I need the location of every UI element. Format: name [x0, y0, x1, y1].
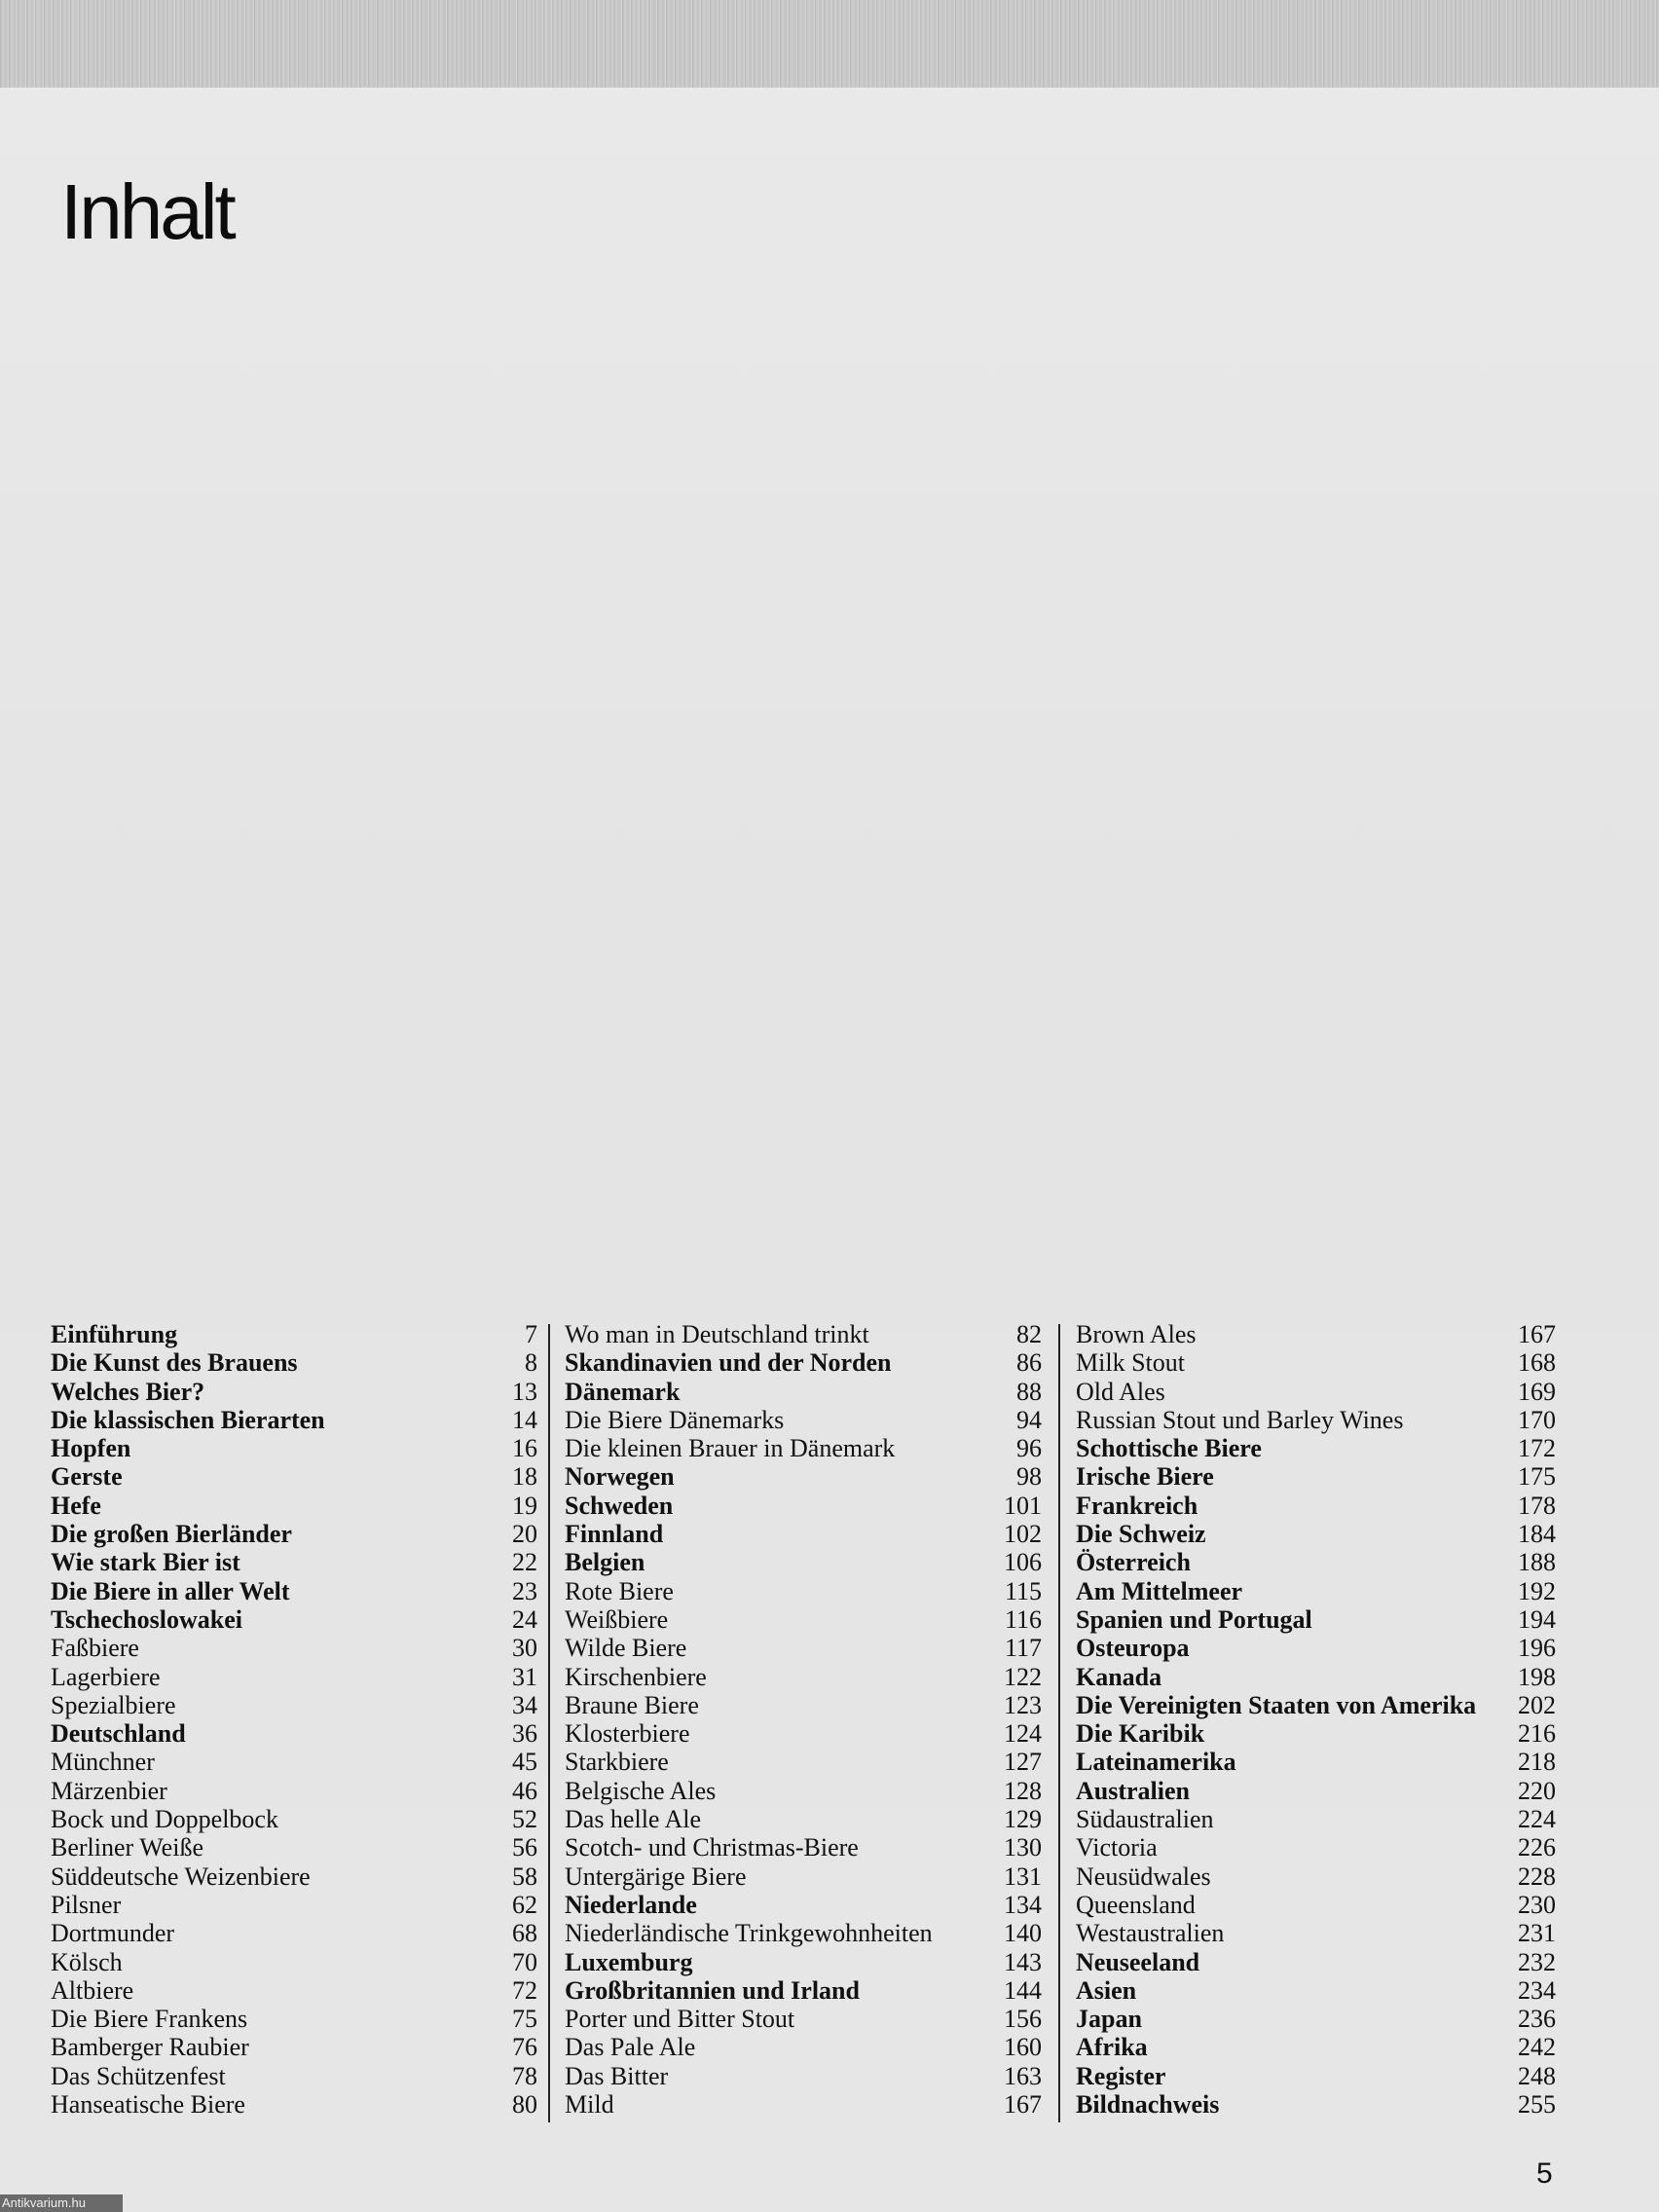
toc-entry [565, 1577, 1042, 1605]
toc-entry-title: Hopfen [51, 1434, 131, 1463]
toc-entry-title: Gerste [51, 1462, 123, 1492]
toc-entry [565, 1634, 1042, 1662]
toc-entry [1076, 1948, 1556, 1976]
toc-entry [1076, 1577, 1556, 1605]
toc-entry-title: Dortmunder [51, 1919, 175, 1948]
toc-entry-page: 20 [512, 1520, 537, 1549]
toc-entry [51, 1948, 537, 1976]
toc-entry-title: Asien [1076, 1975, 1137, 2005]
toc-entry-title: Einführung [51, 1320, 178, 1348]
toc-entry-title: Die großen Bierländer [51, 1520, 292, 1549]
toc-entry-title: Wilde Biere [565, 1634, 687, 1663]
toc-entry [51, 1577, 537, 1605]
toc-entry-title: Afrika [1076, 2033, 1148, 2062]
toc-entry [565, 1605, 1042, 1634]
toc-entry [565, 1378, 1042, 1406]
toc-entry-title: Kanada [1076, 1662, 1162, 1691]
toc-entry [51, 1434, 537, 1462]
toc-entry [565, 1948, 1042, 1976]
toc-entry-title: Starkbiere [565, 1748, 669, 1777]
toc-column-3 [1076, 1320, 1556, 2119]
toc-entry-title: Südaustralien [1076, 1805, 1214, 1834]
toc-entry-page: 202 [1518, 1690, 1556, 1719]
toc-entry [1076, 1492, 1556, 1520]
toc-entry-page: 172 [1518, 1434, 1556, 1463]
toc-entry-title: Brown Ales [1076, 1320, 1197, 1348]
toc-entry-page: 62 [512, 1890, 537, 1919]
toc-entry-page: 184 [1518, 1520, 1556, 1549]
toc-entry-title: Queensland [1076, 1890, 1196, 1919]
toc-entry-page: 224 [1518, 1805, 1556, 1834]
toc-entry-page: 88 [1016, 1377, 1042, 1406]
toc-entry [1076, 1891, 1556, 1919]
toc-entry [565, 1320, 1042, 1348]
toc-entry-title: Neusüdwales [1076, 1862, 1211, 1891]
toc-entry-page: 14 [512, 1405, 537, 1434]
toc-entry-title: Das Pale Ale [565, 2033, 696, 2062]
toc-entry [1076, 1434, 1556, 1462]
toc-entry-title: Norwegen [565, 1462, 675, 1492]
toc-entry-title: Rote Biere [565, 1576, 674, 1605]
toc-entry-page: 216 [1518, 1719, 1556, 1749]
toc-entry-title: Osteuropa [1076, 1634, 1190, 1663]
toc-entry-page: 24 [512, 1604, 537, 1634]
toc-entry [51, 1976, 537, 2005]
toc-entry [565, 1406, 1042, 1434]
toc-entry-page: 230 [1518, 1890, 1556, 1919]
toc-entry-page: 31 [512, 1662, 537, 1691]
toc-entry-page: 30 [512, 1634, 537, 1663]
toc-entry-title: Pilsner [51, 1890, 122, 1919]
toc-entry [1076, 1605, 1556, 1634]
toc-entry-page: 46 [512, 1776, 537, 1805]
toc-entry [565, 1348, 1042, 1377]
toc-entry-page: 123 [1004, 1690, 1042, 1719]
toc-entry [51, 1548, 537, 1576]
toc-entry-page: 169 [1518, 1377, 1556, 1406]
toc-entry [1076, 1462, 1556, 1491]
column-divider [548, 1324, 550, 2122]
toc-entry-title: Westaustralien [1076, 1919, 1225, 1948]
toc-entry [1076, 1378, 1556, 1406]
toc-entry [1076, 1548, 1556, 1576]
toc-entry [1076, 1862, 1556, 1891]
toc-entry-title: Dänemark [565, 1377, 681, 1406]
toc-entry-title: Niederländische Trinkgewohnheiten [565, 1919, 933, 1948]
toc-entry [565, 1548, 1042, 1576]
toc-entry-title: Kölsch [51, 1947, 123, 1976]
toc-entry-page: 130 [1004, 1833, 1042, 1862]
toc-entry-page: 167 [1518, 1320, 1556, 1348]
toc-entry-title: Märzenbier [51, 1776, 167, 1805]
page-title: Inhalt [60, 168, 234, 255]
toc-entry-title: Die Vereinigten Staaten von Amerika [1076, 1690, 1477, 1719]
toc-entry-title: Register [1076, 2061, 1166, 2090]
toc-entry [51, 1777, 537, 1805]
toc-entry-title: Milk Stout [1076, 1348, 1185, 1378]
toc-entry-title: Australien [1076, 1776, 1190, 1805]
toc-entry-page: 236 [1518, 2005, 1556, 2034]
toc-entry [51, 1862, 537, 1891]
toc-entry-page: 45 [512, 1748, 537, 1777]
toc-entry [51, 1605, 537, 1634]
toc-entry [51, 1663, 537, 1691]
toc-entry-page: 188 [1518, 1548, 1556, 1577]
toc-entry-title: Bamberger Raubier [51, 2033, 249, 2062]
toc-entry-title: Weißbiere [565, 1604, 669, 1634]
toc-entry-title: Das Schützenfest [51, 2061, 226, 2090]
toc-entry-page: 234 [1518, 1975, 1556, 2005]
toc-entry-title: Lagerbiere [51, 1662, 161, 1691]
toc-entry-title: Großbritannien und Irland [565, 1975, 860, 2005]
toc-entry [1076, 1805, 1556, 1833]
toc-entry-page: 218 [1518, 1748, 1556, 1777]
toc-entry [565, 1462, 1042, 1491]
toc-entry-title: Die Karibik [1076, 1719, 1205, 1749]
toc-entry-title: Wo man in Deutschland trinkt [565, 1320, 869, 1348]
toc-entry-title: Schweden [565, 1491, 674, 1520]
toc-entry [565, 1976, 1042, 2005]
toc-entry-page: 70 [512, 1947, 537, 1976]
toc-column-1 [51, 1320, 537, 2119]
toc-entry-title: Süddeutsche Weizenbiere [51, 1862, 311, 1891]
toc-entry-page: 13 [512, 1377, 537, 1406]
toc-entry-page: 19 [512, 1491, 537, 1520]
background-surface [0, 0, 1659, 93]
toc-entry [565, 1748, 1042, 1776]
toc-entry-title: Die Kunst des Brauens [51, 1348, 298, 1378]
toc-entry-page: 16 [512, 1434, 537, 1463]
toc-entry [51, 1691, 537, 1719]
toc-entry-page: 8 [525, 1348, 537, 1378]
toc-entry-page: 170 [1518, 1405, 1556, 1434]
toc-entry [51, 1891, 537, 1919]
toc-entry-page: 129 [1004, 1805, 1042, 1834]
toc-entry-page: 242 [1518, 2033, 1556, 2062]
toc-entry [565, 2090, 1042, 2119]
toc-entry-page: 94 [1016, 1405, 1042, 1434]
toc-entry-title: Die klassischen Bierarten [51, 1405, 325, 1434]
toc-entry-page: 7 [525, 1320, 537, 1348]
toc-entry-page: 86 [1016, 1348, 1042, 1378]
toc-entry-title: Österreich [1076, 1548, 1191, 1577]
toc-entry [565, 2005, 1042, 2033]
toc-entry [51, 1320, 537, 1348]
toc-entry [51, 1492, 537, 1520]
toc-entry [565, 1719, 1042, 1748]
toc-entry-title: Tschechoslowakei [51, 1604, 242, 1634]
toc-entry-page: 220 [1518, 1776, 1556, 1805]
toc-entry-page: 167 [1004, 2090, 1042, 2120]
toc-entry-page: 58 [512, 1862, 537, 1891]
toc-entry [1076, 1520, 1556, 1548]
toc-entry-title: Die kleinen Brauer in Dänemark [565, 1434, 896, 1463]
toc-entry-title: Spezialbiere [51, 1690, 176, 1719]
toc-entry [565, 1862, 1042, 1891]
toc-entry-page: 18 [512, 1462, 537, 1492]
toc-entry-title: Old Ales [1076, 1377, 1165, 1406]
toc-entry-title: Kirschenbiere [565, 1662, 707, 1691]
toc-entry-title: Wie stark Bier ist [51, 1548, 240, 1577]
toc-entry-title: Welches Bier? [51, 1377, 205, 1406]
toc-entry [51, 1348, 537, 1377]
toc-entry [51, 1378, 537, 1406]
toc-entry-page: 116 [1004, 1604, 1042, 1634]
toc-entry [51, 1919, 537, 1947]
toc-entry-page: 122 [1004, 1662, 1042, 1691]
toc-entry [51, 1719, 537, 1748]
toc-entry-page: 96 [1016, 1434, 1042, 1463]
toc-entry-page: 143 [1004, 1947, 1042, 1976]
toc-entry-title: Frankreich [1076, 1491, 1198, 1520]
toc-entry-page: 68 [512, 1919, 537, 1948]
toc-entry-page: 34 [512, 1690, 537, 1719]
toc-entry-title: Altbiere [51, 1975, 134, 2005]
toc-entry-page: 98 [1016, 1462, 1042, 1492]
toc-entry-title: Am Mittelmeer [1076, 1576, 1243, 1605]
toc-entry-page: 80 [512, 2090, 537, 2120]
toc-entry-title: Münchner [51, 1748, 155, 1777]
toc-entry [565, 1434, 1042, 1462]
toc-entry [51, 2033, 537, 2061]
toc-entry [1076, 2033, 1556, 2061]
toc-entry [1076, 2090, 1556, 2119]
toc-entry [565, 1805, 1042, 1833]
toc-entry [565, 1492, 1042, 1520]
toc-entry-title: Spanien und Portugal [1076, 1604, 1312, 1634]
toc-entry [565, 2033, 1042, 2061]
toc-entry [1076, 1833, 1556, 1862]
toc-entry [51, 1805, 537, 1833]
toc-entry [51, 2090, 537, 2119]
toc-entry-page: 228 [1518, 1862, 1556, 1891]
toc-entry [565, 1919, 1042, 1947]
toc-entry-title: Faßbiere [51, 1634, 139, 1663]
toc-entry-title: Belgien [565, 1548, 645, 1577]
toc-entry-title: Neuseeland [1076, 1947, 1200, 1976]
toc-entry-title: Hanseatische Biere [51, 2090, 245, 2120]
toc-entry-page: 115 [1004, 1576, 1042, 1605]
page-number: 5 [1536, 2157, 1553, 2190]
toc-entry-title: Skandinavien und der Norden [565, 1348, 892, 1378]
toc-entry-title: Das helle Ale [565, 1805, 702, 1834]
toc-entry-page: 36 [512, 1719, 537, 1749]
toc-entry-page: 75 [512, 2005, 537, 2034]
toc-entry [51, 1406, 537, 1434]
toc-entry [51, 1833, 537, 1862]
toc-entry-title: Japan [1076, 2005, 1142, 2034]
toc-entry-title: Luxemburg [565, 1947, 693, 1976]
toc-entry-title: Lateinamerika [1076, 1748, 1236, 1777]
column-divider [1058, 1324, 1060, 2122]
toc-entry-page: 156 [1004, 2005, 1042, 2034]
toc-entry-title: Untergärige Biere [565, 1862, 747, 1891]
toc-entry [51, 1748, 537, 1776]
watermark: Antikvarium.hu [0, 2194, 123, 2212]
toc-entry-page: 106 [1004, 1548, 1042, 1577]
toc-entry-title: Niederlande [565, 1890, 697, 1919]
toc-entry [1076, 1663, 1556, 1691]
toc-entry-page: 175 [1518, 1462, 1556, 1492]
toc-entry-title: Berliner Weiße [51, 1833, 203, 1862]
toc-entry [51, 1462, 537, 1491]
toc-entry-page: 232 [1518, 1947, 1556, 1976]
toc-entry-page: 168 [1518, 1348, 1556, 1378]
toc-entry-title: Porter und Bitter Stout [565, 2005, 795, 2034]
toc-entry-title: Irische Biere [1076, 1462, 1214, 1492]
toc-entry-page: 160 [1004, 2033, 1042, 2062]
toc-entry [1076, 1691, 1556, 1719]
toc-column-2 [565, 1320, 1042, 2119]
toc-entry-page: 82 [1016, 1320, 1042, 1348]
toc-entry-title: Deutschland [51, 1719, 186, 1749]
toc-entry [1076, 1406, 1556, 1434]
toc-entry [565, 1663, 1042, 1691]
toc-entry-page: 76 [512, 2033, 537, 2062]
toc-entry-title: Bock und Doppelbock [51, 1805, 278, 1834]
toc-entry-title: Victoria [1076, 1833, 1158, 1862]
toc-entry-page: 134 [1004, 1890, 1042, 1919]
toc-entry [1076, 1919, 1556, 1947]
toc-entry [1076, 1777, 1556, 1805]
toc-entry-title: Das Bitter [565, 2061, 669, 2090]
toc-entry-page: 192 [1518, 1576, 1556, 1605]
toc-entry-title: Hefe [51, 1491, 101, 1520]
toc-entry [1076, 2062, 1556, 2090]
toc-entry-page: 101 [1004, 1491, 1042, 1520]
toc-entry-page: 194 [1518, 1604, 1556, 1634]
toc-entry-page: 196 [1518, 1634, 1556, 1663]
toc-entry-page: 72 [512, 1975, 537, 2005]
toc-entry-title: Belgische Ales [565, 1776, 717, 1805]
toc-entry [51, 2005, 537, 2033]
toc-entry-page: 144 [1004, 1975, 1042, 2005]
toc-entry [565, 1833, 1042, 1862]
toc-entry-title: Russian Stout und Barley Wines [1076, 1405, 1404, 1434]
toc-entry [1076, 1976, 1556, 2005]
toc-entry-page: 231 [1518, 1919, 1556, 1948]
toc-entry-title: Klosterbiere [565, 1719, 690, 1749]
toc-entry-page: 255 [1518, 2090, 1556, 2120]
toc-entry-title: Finnland [565, 1520, 664, 1549]
toc-entry [565, 2062, 1042, 2090]
toc-entry [1076, 2005, 1556, 2033]
toc-entry-title: Die Schweiz [1076, 1520, 1206, 1549]
toc-entry-page: 117 [1004, 1634, 1042, 1663]
toc-entry-page: 78 [512, 2061, 537, 2090]
toc-entry [51, 1520, 537, 1548]
toc-entry [1076, 1320, 1556, 1348]
toc-entry-title: Bildnachweis [1076, 2090, 1220, 2120]
toc-entry-page: 124 [1004, 1719, 1042, 1749]
toc-entry-title: Mild [565, 2090, 614, 2120]
toc-entry [1076, 1748, 1556, 1776]
toc-entry-title: Die Biere Dänemarks [565, 1405, 785, 1434]
toc-entry [51, 2062, 537, 2090]
toc-entry-page: 163 [1004, 2061, 1042, 2090]
toc-entry-page: 22 [512, 1548, 537, 1577]
toc-entry-page: 52 [512, 1805, 537, 1834]
toc-entry [1076, 1348, 1556, 1377]
toc-entry-title: Schottische Biere [1076, 1434, 1262, 1463]
toc-entry [565, 1691, 1042, 1719]
toc-entry-title: Scotch- und Christmas-Biere [565, 1833, 859, 1862]
toc-entry-page: 128 [1004, 1776, 1042, 1805]
toc-entry-page: 226 [1518, 1833, 1556, 1862]
toc-entry [51, 1634, 537, 1662]
toc-entry-page: 178 [1518, 1491, 1556, 1520]
toc-entry-title: Braune Biere [565, 1690, 699, 1719]
toc-entry [565, 1891, 1042, 1919]
toc-entry-title: Die Biere in aller Welt [51, 1576, 290, 1605]
toc-entry-page: 102 [1004, 1520, 1042, 1549]
toc-entry-page: 127 [1004, 1748, 1042, 1777]
toc-entry-page: 248 [1518, 2061, 1556, 2090]
toc-entry-page: 56 [512, 1833, 537, 1862]
toc-entry [565, 1777, 1042, 1805]
toc-entry-page: 140 [1004, 1919, 1042, 1948]
toc-entry-page: 131 [1004, 1862, 1042, 1891]
toc-entry [1076, 1719, 1556, 1748]
toc-entry-title: Die Biere Frankens [51, 2005, 248, 2034]
toc-entry-page: 198 [1518, 1662, 1556, 1691]
toc-entry [565, 1520, 1042, 1548]
toc-entry [1076, 1634, 1556, 1662]
toc-entry-page: 23 [512, 1576, 537, 1605]
